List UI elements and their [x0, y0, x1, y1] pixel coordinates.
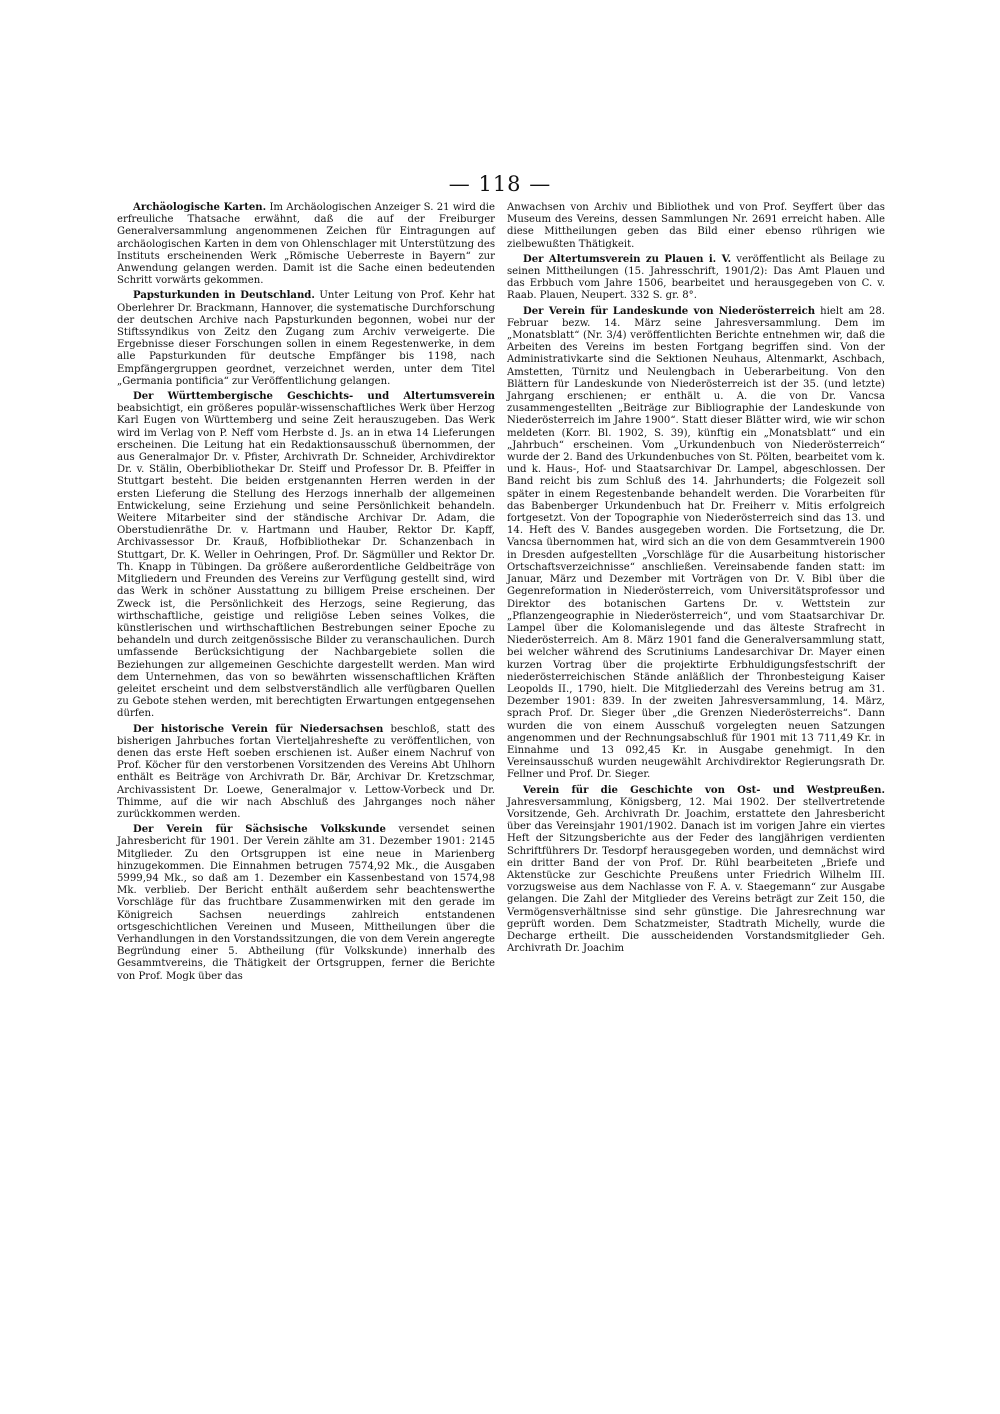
paragraph-body: Jahresversammlung, Königsberg, 12. Mai 1902. Der stellvertretende Vorsitzende, Geh. Archivrath Dr. Joachim, erstattete den Jahresbericht über das Vereinsjahr 1901/1902. Danach ist im vorigen Jahre ein viertes Heft der Sitzungsberichte aus der Feder des langjährigen verdienten Schriftführers Dr. Tesdorpf herausgegeben worden, und demnächst wird ein dritter Band der von Prof. Dr. Rühl bearbeiteten „Briefe und Aktenstücke zur Geschichte Preußens unter Friedrich Wilhelm III. vorzugsweise aus dem Nachlasse von F. A. v. Staegemann“ zur Ausgabe gelangen. Die Zahl der Mitglieder des Vereins beträgt zur Zeit 150, die Vermögensverhältnisse sind sehr günstige. Die Jahresrechnung war geprüft worden. Dem Schatzmeister, Stadtrath Michelly, wurde die Decharge ertheilt. Die ausscheidenden Vorstandsmitglieder Geh. Archivrath Dr. Joachim [507, 796, 885, 955]
section-heading: Der historische Verein für Niedersachsen [133, 723, 384, 735]
paragraph [117, 290, 495, 388]
paragraph-body: veröffentlicht als Beilage zu seinen Mittheilungen (15. Jahresschrift, 1901/2): Das Amt Plauen und das Erbbuch vom Jahre 1506, bearbeitet und herausgegeben von C. v. Raab. Plauen, Neupert. 332 S. gr. 8°. [507, 253, 885, 302]
section-heading: Papsturkunden in Deutschland. [133, 290, 315, 302]
section-heading: Der Altertumsverein zu Plauen i. V. [523, 253, 732, 265]
section-heading: Der Verein für Landeskunde von Niederösterreich [523, 305, 816, 317]
paragraph [507, 306, 885, 782]
paragraph [117, 202, 495, 287]
paragraph [117, 391, 495, 720]
paragraph-body: Unter Leitung von Prof. Kehr hat Oberlehrer Dr. Brackmann, Hannover, die systematische Durchforschung der deutschen Archive nach Papsturkunden begonnen, wobei nur der Stiftssyndikus von Zeitz den Zugang zum Archiv verweigerte. Die Ergebnisse dieser Forschungen sollen in einem Regestenwerke, in dem alle Papsturkunden für deutsche Empfänger bis 1198, nach Empfängergruppen geordnet, verzeichnet werden, unter dem Titel „Germania pontificia“ zur Veröffentlichung gelangen. [117, 290, 495, 387]
section-heading: Archäologische Karten. [133, 202, 267, 213]
page-number: — 118 — [448, 172, 552, 196]
paragraph [507, 785, 885, 956]
right-column [507, 202, 885, 958]
paragraph-body: Anwachsen von Archiv und Bibliothek und von Prof. Seyffert über das Museum des Vereins, dessen Sammlungen Nr. 2691 erreicht haben. Alle diese Mittheilungen geben das Bild einer ebenso rührigen wie zielbewußten Thätigkeit. [507, 202, 885, 250]
section-heading: Der Württembergische Geschichts- und Altertumsverein [133, 391, 495, 403]
section-heading: Der Verein für Sächsische Volkskunde [133, 824, 386, 836]
paragraph-body: versendet seinen Jahresbericht für 1901. Der Verein zählte am 31. Dezember 1901: 2145 Mitglieder. Zu den Ortsgruppen ist eine neue in Marienberg hinzugekommen. Die Einnahmen betrugen 7574,92 Mk., die Ausgaben 5999,94 Mk., so daß am 1. Dezember ein Kassenbestand von 1574,98 Mk. verblieb. Der Bericht enthält außerdem sehr beachtenswerthe Vorschläge für das fruchtbare Zusammenwirken mit den gerade im Königreich Sachsen neuerdings zahlreich entstandenen ortsgeschichtlichen Vereinen und Museen, Mittheilungen über die Verhandlungen in den Vorstandssitzungen, die von dem Verein angeregte Begründung einer 5. Abtheilung (für Volkskunde) innerhalb des Gesammtvereins, die Thätigkeit der Ortsgruppen, ferner die Berichte von Prof. Mogk über das [117, 824, 495, 982]
paragraph-body: hielt am 28. Februar bezw. 14. März seine Jahresversammlung. Dem im „Monatsblatt“ (Nr. 3/4) veröffentlichten Berichte entnehmen wir, daß die Arbeiten des Vereins im besten Fortgang begriffen sind. Von der Administrativkarte sind die Sektionen Neuhaus, Altenmarkt, Aschbach, Amstetten, Türnitz und Neulengbach in Ueberarbeitung. Von den Blättern für Landeskunde von Niederösterreich ist der 35. (und letzte) Jahrgang erschienen; er enthält u. A. die von Dr. Vancsa zusammengestellten „Beiträge zur Bibliographie der Landeskunde von Niederösterreich im Jahre 1900“. Statt dieser Blätter wird, wie wir schon meldeten (Korr. Bl. 1902, S. 39), künftig ein „Monatsblatt“ und ein „Jahrbuch“ erscheinen. Vom „Urkundenbuch von Niederösterreich“ wurde der 2. Band des Urkundenbuches von St. Pölten, bearbeitet vom k. und k. Haus-, Hof- und Staatsarchivar Dr. Lampel, abgeschlossen. Der Band reicht bis zum Schluß des 14. Jahrhunderts; die Folgezeit soll später in einem Regestenbande behandelt werden. Die Vorarbeiten für das Babenberger Urkundenbuch hat Dr. Freiherr v. Mitis erfolgreich fortgesetzt. Von der Topographie von Niederösterreich sind das 13. und 14. Heft des V. Bandes ausgegeben worden. Die Fortsetzung, die Dr. Vancsa übernommen hat, wird sich an die von dem Gesammtverein 1900 in Dresden aufgestellten „Vorschläge für die Ausarbeitung historischer Ortschaftsverzeichnisse“ anschließen. Vereinsabende fanden statt: im Januar, März und Dezember mit Vorträgen von Dr. V. Bibl über die Gegenreformation in Niederösterreich, vom Universitätsprofessor und Direktor des botanischen Gartens Dr. v. Wettstein zur „Pflanzengeographie in Niederösterreich“, und vom Staatsarchivar Dr. Lampel über die Kolomanislegende und das älteste Strafrecht in Niederösterreich. Am 8. März 1901 fand die Generalversammlung statt, bei welcher während des Scrutiniums Landesarchivar Dr. Mayer einen kurzen Vortrag über die projektirte Erbhuldigungsfestschrift der niederösterreichischen Stände anläßlich der Thronbesteigung Kaiser Leopolds II., 1790, hielt. Die Mitgliederzahl des Vereins betrug am 31. Dezember 1901: 839. In der zweiten Jahresversammlung, 14. März, sprach Prof. Dr. Sieger über „die Grenzen Niederösterreichs“. Dann wurden die von einem Ausschuß vorgelegten neuen Satzungen angenommen und der Rechnungsabschluß für 1901 mit 13 711,49 Kr. in Einnahme und 13 092,45 Kr. in Ausgabe genehmigt. In den Vereinsausschuß wurden neugewählt Archivdirektor Regierungsrath Dr. Fellner und Prof. Dr. Sieger. [507, 305, 885, 781]
left-column [117, 202, 495, 986]
paragraph-body: beabsichtigt, ein größeres populär-wissenschaftliches Werk über Herzog Karl Eugen von Württemberg und seine Zeit herauszugeben. Das Werk wird im Verlag von P. Neff vom Herbste d. Js. an in etwa 14 Lieferungen erscheinen. Die Leitung hat ein Redaktionsausschuß übernommen, der aus Generalmajor Dr. v. Pfister, Archivrath Dr. Schneider, Archivdirektor Dr. v. Stälin, Oberbibliothekar Dr. Steiff und Professor Dr. B. Pfeiffer in Stuttgart besteht. Die beiden erstgenannten Herren werden in der ersten Lieferung die Stellung des Herzogs innerhalb der allgemeinen Entwickelung, seine Erziehung und seine Persönlichkeit behandeln. Weitere Mitarbeiter sind der ständische Archivar Dr. Adam, die Oberstudienräthe Dr. v. Hartmann und Hauber, Rektor Dr. Kapff, Archivassessor Dr. Krauß, Hofbibliothekar Dr. Schanzenbach in Stuttgart, Dr. K. Weller in Oehringen, Prof. Dr. Sägmüller und Rektor Dr. Th. Knapp in Tübingen. Da größere außerordentliche Geldbeiträge von Mitgliedern und Freunden des Vereins zur Verfügung gestellt sind, wird das Werk in schöner Ausstattung zu billigem Preise erscheinen. Der Zweck ist, die Persönlichkeit des Herzogs, seine Regierung, das wirthschaftliche, geistige und religiöse Leben seines Volkes, die künstlerischen und wirthschaftlichen Bestrebungen seiner Epoche zu behandeln und durch zeitgenössische Bilder zu veranschaulichen. Durch umfassende Berücksichtigung der Nachbargebiete sollen die Beziehungen zur allgemeinen Geschichte dargestellt werden. Man wird dem Unternehmen, das von so bewährten wissenschaftlichen Kräften geleitet erscheint und dem selbstverständlich alle verfügbaren Quellen zu Gebote stehen werden, mit berechtigten Erwartungen entgegensehen dürfen. [117, 403, 495, 720]
paragraph-body: beschloß, statt des bisherigen Jahrbuches fortan Vierteljahreshefte zu veröffentlichen, von denen das erste Heft soeben erschienen ist. Außer einem Nachruf von Prof. Köcher für den verstorbenen Vorsitzenden des Vereins Abt Uhlhorn enthält es Beiträge von Archivrath Dr. Bär, Archivar Dr. Kretzschmar, Archivassistent Dr. Loewe, Generalmajor v. Lettow-Vorbeck und Dr. Thimme, auf die wir nach Abschluß des Jahrganges noch näher zurückkommen werden. [117, 723, 495, 820]
paragraph [117, 724, 495, 822]
section-heading: Verein für die Geschichte von Ost- und Westpreußen. [523, 784, 885, 796]
paragraph [117, 824, 495, 983]
continued-paragraph [507, 202, 885, 251]
paragraph-body: Im Archäologischen Anzeiger S. 21 wird die erfreuliche Thatsache erwähnt, daß die auf der Freiburger Generalversammlung angenommenen Zeichen für Eintragungen auf archäologischen Karten in dem von Ohlenschlager mit Unterstützung des Instituts erscheinenden Werk „Römische Ueberreste in Bayern“ zur Anwendung gelangen werden. Damit ist die Sache einen bedeutenden Schritt vorwärts gekommen. [117, 202, 495, 287]
paragraph [507, 254, 885, 303]
